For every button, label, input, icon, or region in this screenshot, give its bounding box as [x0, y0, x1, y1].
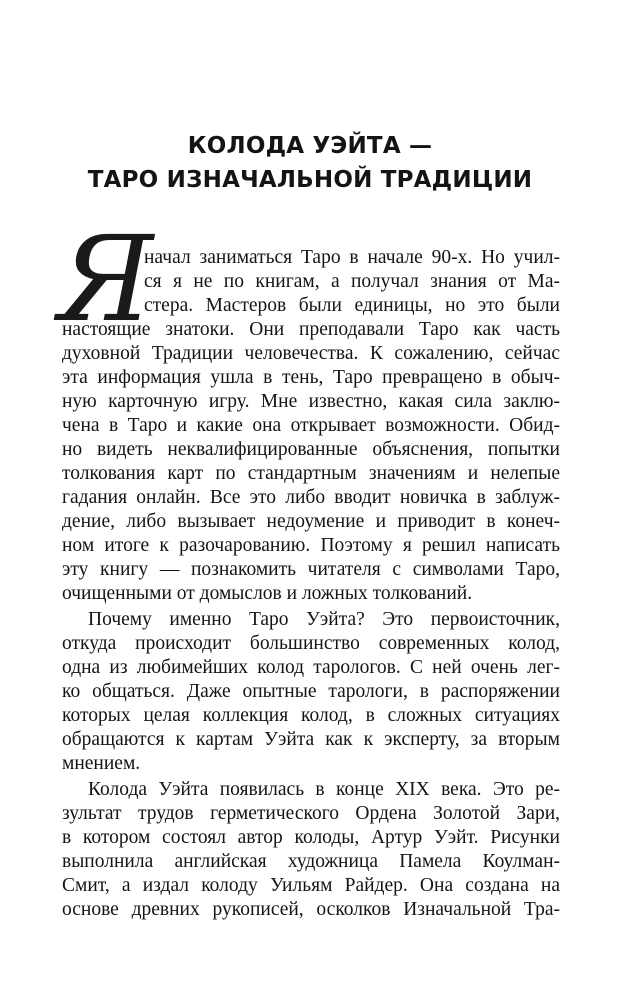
text-line: Смит, а издал колоду Уильям Райдер. Она создана на — [62, 875, 560, 896]
text-line: в котором состоял автор колоды, Артур Уэйт. Рисунки — [62, 827, 560, 848]
text-line: духовной Традиции человечества. К сожалению, сейчас — [62, 343, 560, 364]
text-line: Почему именно Таро Уэйта? Это первоисточник, — [88, 609, 560, 630]
text-line: начал заниматься Таро в начале 90-х. Но учил- — [144, 247, 560, 268]
text-line: настоящие знатоки. Они преподавали Таро как часть — [62, 319, 560, 340]
text-line: мнением. — [62, 753, 141, 774]
chapter-title-line-1: КОЛОДА УЭЙТА — — [187, 133, 433, 159]
text-line: эта информация ушла в тень, Таро превращено в обыч- — [62, 367, 560, 388]
text-line: толкования карт по стандартным значениям и нелепые — [62, 463, 560, 484]
text-line: обращаются к картам Уэйта как к эксперту, за вторым — [62, 729, 560, 750]
text-line: но видеть неквалифицированные объяснения, попытки — [62, 439, 560, 460]
text-line: ся я не по книгам, а получал знания от Ма- — [144, 271, 560, 292]
chapter-title-line-2: ТАРО ИЗНАЧАЛЬНОЙ ТРАДИЦИИ — [87, 167, 533, 193]
text-line: стера. Мастеров были единицы, но это были — [144, 295, 560, 316]
text-line: зультат трудов герметического Ордена Золотой Зари, — [62, 803, 560, 824]
text-line: дение, либо вызывает недоумение и приводит в конеч- — [62, 511, 560, 532]
text-line: одна из любимейших колод тарологов. С ней очень лег- — [62, 657, 560, 678]
text-line: чена в Таро и какие она открывает возможности. Обид- — [62, 415, 560, 436]
drop-cap: Я — [58, 210, 154, 348]
text-line: откуда происходит большинство современных колод, — [62, 633, 560, 654]
text-line: ную карточную игру. Мне известно, какая сила заклю- — [62, 391, 560, 412]
text-line: очищенными от домыслов и ложных толкований. — [62, 583, 473, 604]
text-line: ном итоге к разочарованию. Поэтому я решил написать — [62, 535, 560, 556]
text-line: гадания онлайн. Все это либо вводит новичка в заблуж- — [62, 487, 560, 508]
text-line: Колода Уэйта появилась в конце XIX века. Это ре- — [88, 779, 560, 800]
text-line: которых целая коллекция колод, в сложных ситуациях — [62, 705, 560, 726]
text-line: выполнила английская художница Памела Коулман- — [62, 851, 560, 872]
text-line: ко общаться. Даже опытные тарологи, в распоряжении — [62, 681, 560, 702]
text-line: эту книгу — познакомить читателя с символами Таро, — [62, 559, 560, 580]
text-line: основе древних рукописей, осколков Изначальной Тра- — [62, 899, 560, 920]
